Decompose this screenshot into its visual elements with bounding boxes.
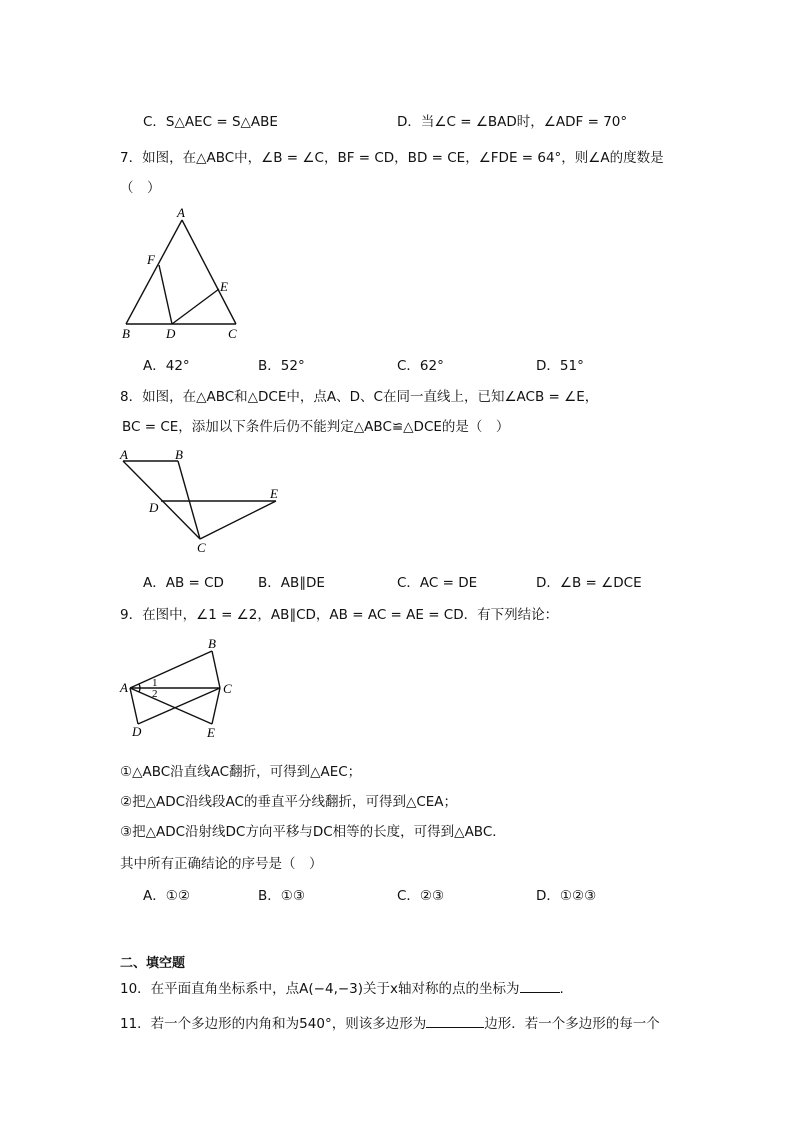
q7-label-c: C bbox=[228, 326, 237, 341]
q9-option-b: B．①③ bbox=[258, 888, 305, 904]
q11-text-cont: 边形．若一个多边形的每一个 bbox=[484, 1016, 660, 1032]
q7-option-a: A．42° bbox=[143, 358, 190, 374]
q10-answer-blank[interactable] bbox=[520, 980, 560, 993]
q9-label-d: D bbox=[132, 724, 142, 739]
section-title-fill-in: 二、填空题 bbox=[120, 956, 186, 971]
q10-text: 10．在平面直角坐标系中，点A(−4,−3)关于x轴对称的点的坐标为 bbox=[120, 981, 520, 997]
q6-option-c: C．S△AEC = S△ABE bbox=[143, 114, 278, 130]
q11-stem bbox=[120, 1012, 660, 1032]
q9-option-d: D．①②③ bbox=[536, 888, 597, 904]
q7-stem-line2: （ ） bbox=[120, 180, 161, 196]
q9-conclusion-3: ③把△ADC沿射线DC方向平移与DC相等的长度，可得到△ABC． bbox=[120, 824, 506, 840]
q7-label-a: A bbox=[177, 205, 185, 220]
q8-option-a: A．AB = CD bbox=[143, 575, 224, 591]
q8-stem-line2: BC = CE，添加以下条件后仍不能判定△ABC≌△DCE的是（ ） bbox=[122, 419, 510, 435]
q7-label-b: B bbox=[122, 326, 130, 341]
q8-option-c: C．AC = DE bbox=[397, 575, 478, 591]
q7-label-f: F bbox=[147, 252, 155, 267]
q9-stem-line1: 9．在图中，∠1 = ∠2，AB∥CD，AB = AC = AE = CD．有下列结论： bbox=[120, 607, 559, 623]
q8-label-a: A bbox=[120, 447, 128, 462]
q9-label-c: C bbox=[223, 681, 232, 696]
q9-label-e: E bbox=[207, 725, 215, 740]
q8-option-d: D．∠B = ∠DCE bbox=[536, 575, 642, 591]
q7-label-d: D bbox=[166, 326, 176, 341]
q7-option-c: C．62° bbox=[397, 358, 444, 374]
q10-stem bbox=[120, 977, 564, 997]
q9-option-c: C．②③ bbox=[397, 888, 445, 904]
q11-answer-blank[interactable] bbox=[426, 1015, 484, 1028]
q8-option-b: B．AB∥DE bbox=[258, 575, 325, 591]
q10-period: . bbox=[559, 981, 564, 997]
q7-option-d: D．51° bbox=[536, 358, 584, 374]
q11-text: 11．若一个多边形的内角和为540°，则该多边形为 bbox=[120, 1016, 427, 1032]
q9-ask: 其中所有正确结论的序号是（ ） bbox=[120, 856, 323, 872]
q8-label-c: C bbox=[197, 540, 206, 555]
q6-option-d: D．当∠C = ∠BAD时，∠ADF = 70° bbox=[397, 114, 628, 130]
q8-stem-line1: 8．如图，在△ABC和△DCE中，点A、D、C在同一直线上，已知∠ACB = ∠E， bbox=[120, 389, 599, 405]
q9-label-a: A bbox=[120, 680, 128, 695]
q7-stem-line1: 7．如图，在△ABC中，∠B = ∠C，BF = CD，BD = CE，∠FDE = 64°，则∠A的度数是 bbox=[120, 150, 664, 166]
q9-label-b: B bbox=[208, 636, 216, 651]
q9-conclusion-1: ①△ABC沿直线AC翻折，可得到△AEC； bbox=[120, 764, 362, 780]
q8-label-d: D bbox=[149, 500, 159, 515]
q8-label-e: E bbox=[270, 486, 278, 501]
q9-option-a: A．①② bbox=[143, 888, 190, 904]
q7-label-e: E bbox=[220, 279, 228, 294]
q7-option-b: B．52° bbox=[258, 358, 305, 374]
q9-conclusion-2: ②把△ADC沿线段AC的垂直平分线翻折，可得到△CEA； bbox=[120, 794, 458, 810]
q9-angle-2: 2 bbox=[152, 688, 158, 700]
q8-label-b: B bbox=[175, 447, 183, 462]
q9-angle-1: 1 bbox=[152, 677, 158, 689]
